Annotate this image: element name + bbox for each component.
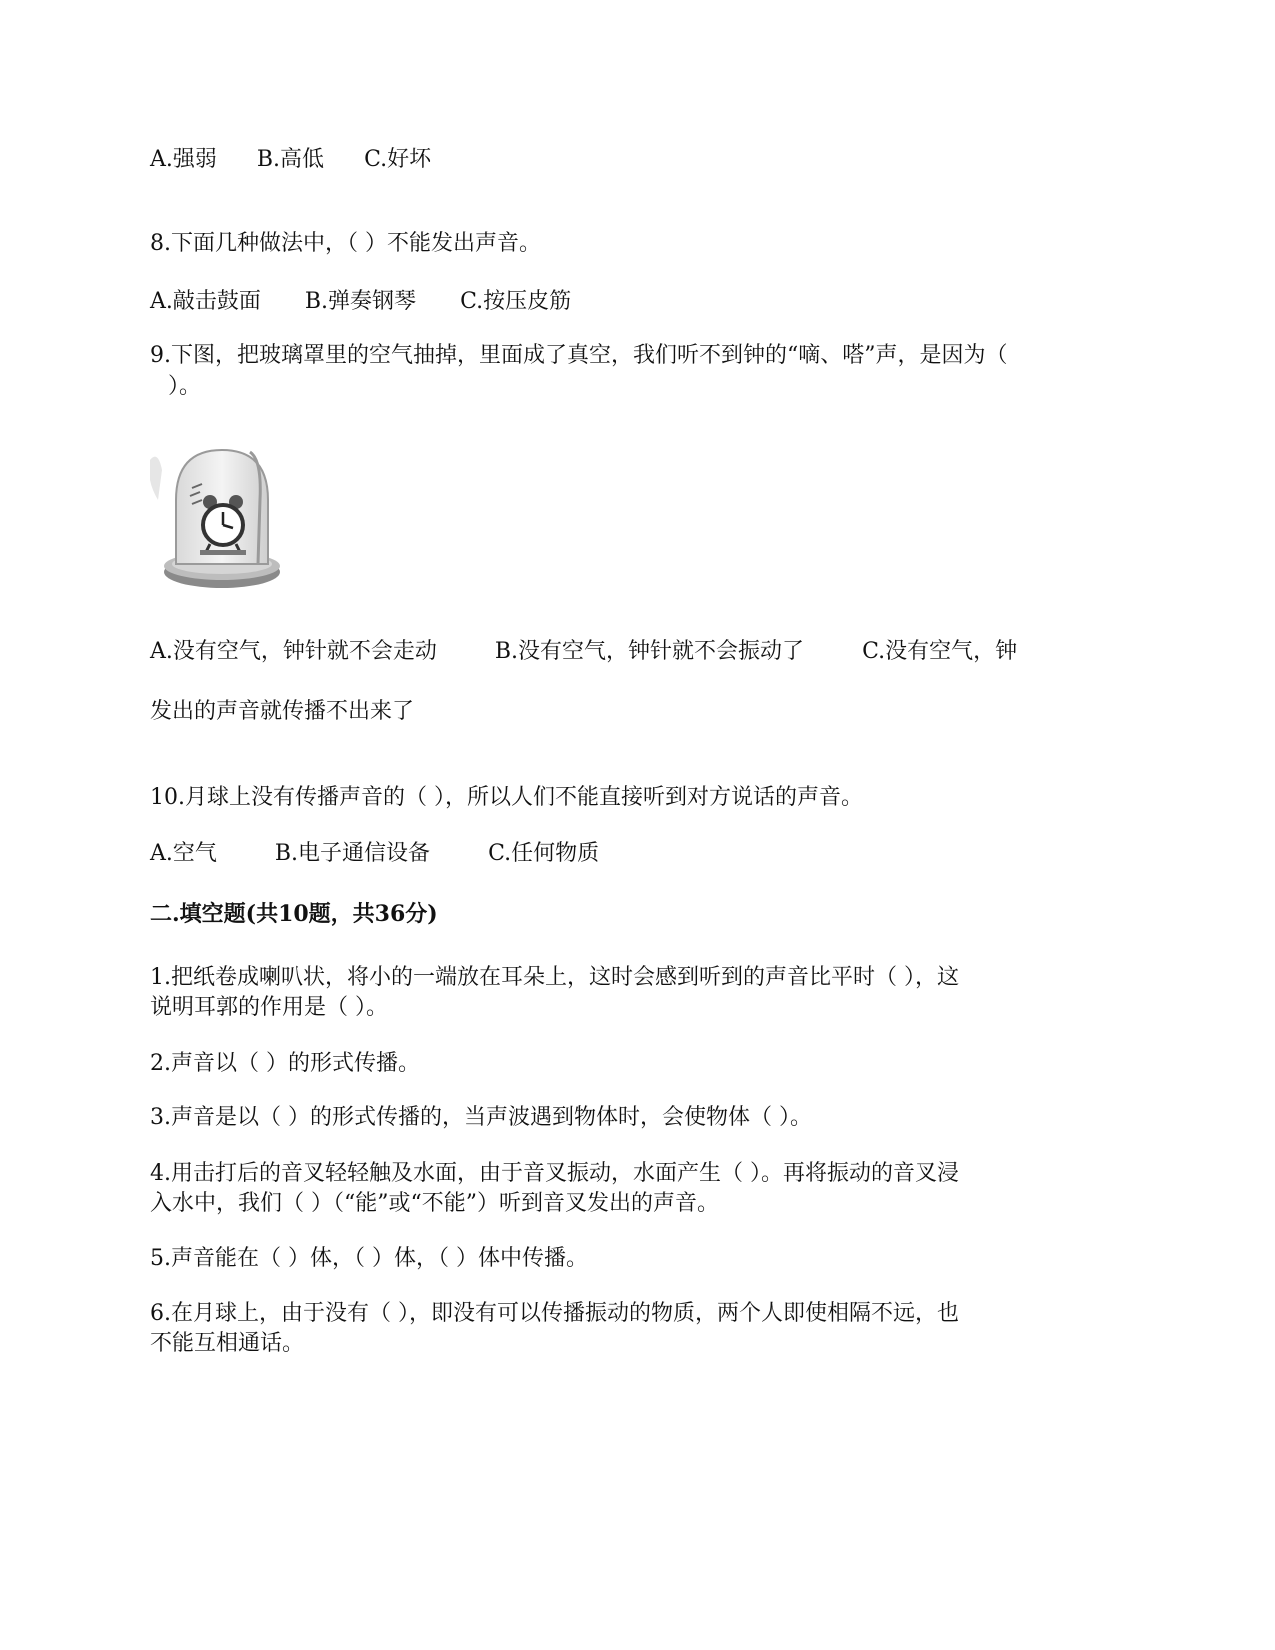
q10-option-c: C.任何物质 [488,841,600,866]
q10-options [150,839,599,869]
fill-item-2: 2.声音以（ ）的形式传播。 [150,1051,420,1076]
q9-option-c: C.没有空气，钟 [862,639,1018,664]
q7-option-b: B.高低 [256,147,325,172]
fill-item-4-line1: 4.用击打后的音叉轻轻触及水面，由于音叉振动，水面产生（ ）。再将振动的音叉浸 [150,1161,959,1186]
q10-option-b: B.电子通信设备 [274,841,431,866]
q9-options-line1 [150,637,1017,667]
q10-option-a: A.空气 [150,841,217,866]
section2-heading: 二.填空题(共10题，共36分) [150,901,438,927]
q7-option-c: C.好坏 [364,147,432,172]
q9-stem-line2: ）。 [168,374,202,399]
q10-stem: 10.月球上没有传播声音的（ ），所以人们不能直接听到对方说话的声音。 [150,785,863,810]
q8-options [150,287,571,317]
fill-item-1-line1: 1.把纸卷成喇叭状，将小的一端放在耳朵上，这时会感到听到的声音比平时（ ），这 [150,965,959,990]
q7-options [150,145,431,175]
q8-option-a: A.敲击鼓面 [150,289,261,314]
fill-item-4-line2: 入水中，我们（ ）（“能”或“不能”）听到音叉发出的声音。 [150,1191,719,1216]
fill-item-6-line1: 6.在月球上，由于没有（ ），即没有可以传播振动的物质，两个人即使相隔不远，也 [150,1301,959,1326]
q9-stem-line1: 9.下图，把玻璃罩里的空气抽掉，里面成了真空，我们听不到钟的“嘀、嗒”声，是因为（ [150,343,1008,368]
q8-option-b: B.弹奏钢琴 [304,289,417,314]
fill-item-6-line2: 不能互相通话。 [150,1331,305,1356]
fill-item-1-line2: 说明耳郭的作用是（ ）。 [150,995,388,1020]
alarm-clock-under-bell-jar-icon [150,440,290,600]
q9-option-b: B.没有空气，钟针就不会振动了 [494,639,805,664]
q9-option-a: A.没有空气，钟针就不会走动 [150,639,437,664]
q8-option-c: C.按压皮筋 [460,289,572,314]
q8-stem: 8.下面几种做法中，（ ）不能发出声音。 [150,231,541,256]
fill-item-3: 3.声音是以（ ）的形式传播的，当声波遇到物体时，会使物体（ ）。 [150,1105,812,1130]
fill-item-5: 5.声音能在（ ）体，（ ）体，（ ）体中传播。 [150,1246,588,1271]
q9-options-line2: 发出的声音就传播不出来了 [150,699,415,724]
q7-option-a: A.强弱 [150,147,217,172]
